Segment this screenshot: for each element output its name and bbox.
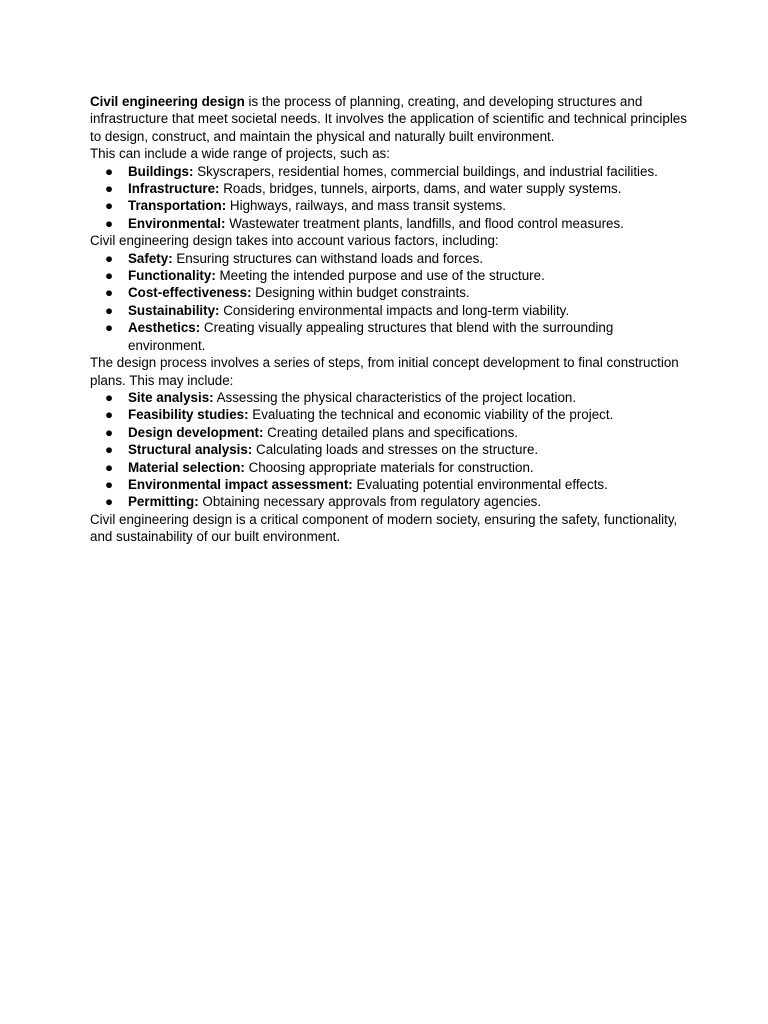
list-item-term: Safety: [128,250,173,266]
bullet-icon: ● [105,320,114,336]
list-item-term: Infrastructure: [128,181,220,197]
list-item-term: Material selection: [128,459,245,475]
list-item-term: Cost-effectiveness: [128,285,252,301]
list-item [90,476,690,493]
list-item-description: Assessing the physical characteristics of the project location. [213,389,577,405]
factors-lead: Civil engineering design takes into account various factors, including: [90,233,499,249]
list-item-term: Permitting: [128,494,199,510]
bullet-icon: ● [105,250,114,266]
process-lead: The design process involves a series of steps, from initial concept development to final construction plans. This may include: [90,355,679,388]
list-item-term: Sustainability: [128,302,220,318]
list-item [90,319,690,354]
list-item-description: Ensuring structures can withstand loads and forces. [172,250,484,266]
list-item-description: Evaluating potential environmental effects. [352,476,608,492]
intro-term: Civil engineering design [90,94,245,109]
list-item [90,197,690,214]
document-body [90,93,690,546]
conclusion-paragraph: Civil engineering design is a critical component of modern society, ensuring the safety, functionality, and sustainability of our built environment. [90,511,678,545]
bullet-icon: ● [105,285,114,301]
list-item [90,163,690,180]
bullet-icon: ● [105,407,114,423]
list-item-term: Feasibility studies: [128,407,249,423]
list-item-description: Creating detailed plans and specifications. [263,424,519,440]
list-item [90,250,690,267]
list-item [90,267,690,284]
bullet-icon: ● [105,163,114,179]
list-item-description: Choosing appropriate materials for construction. [244,459,534,475]
list-item [90,180,690,197]
list-item-description: Highways, railways, and mass transit systems. [226,198,507,214]
list-item-description: Evaluating the technical and economic viability of the project. [248,407,614,423]
list-item [90,493,690,510]
list-item-description: Obtaining necessary approvals from regulatory agencies. [198,494,542,510]
bullet-icon: ● [105,302,114,318]
bullet-icon: ● [105,389,114,405]
list-item-description: Skyscrapers, residential homes, commercial buildings, and industrial facilities. [193,163,658,179]
list-item-term: Transportation: [128,198,227,214]
list-item [90,302,690,319]
list-item [90,215,690,232]
list-item-description: Calculating loads and stresses on the structure. [252,442,539,458]
list-item [90,284,690,301]
bullet-icon: ● [105,459,114,475]
bullet-icon: ● [105,181,114,197]
process-list [90,389,690,511]
bullet-icon: ● [105,215,114,231]
bullet-icon: ● [105,424,114,440]
list-item-description: Meeting the intended purpose and use of the structure. [215,268,545,284]
list-item-description: Designing within budget constraints. [251,285,470,301]
projects-lead: This can include a wide range of projects, such as: [90,146,390,162]
list-item-description: Wastewater treatment plants, landfills, and flood control measures. [225,215,624,231]
factors-list [90,250,690,354]
list-item-description: Roads, bridges, tunnels, airports, dams, and water supply systems. [219,181,622,197]
bullet-icon: ● [105,198,114,214]
list-item [90,389,690,406]
list-item-term: Environmental impact assessment: [128,476,353,492]
bullet-icon: ● [105,476,114,492]
list-item [90,424,690,441]
bullet-icon: ● [105,442,114,458]
list-item-term: Environmental: [128,215,226,231]
list-item-term: Aesthetics: [128,320,201,336]
intro-text: is the process of planning, creating, and developing structures and infrastructure that meet societal needs. It involves the application of scientific and technical principles to design, construct, and maintain the physical and naturally built environment. [90,94,687,144]
list-item [90,406,690,423]
list-item-term: Site analysis: [128,389,214,405]
list-item-term: Functionality: [128,268,216,284]
bullet-icon: ● [105,494,114,510]
projects-list [90,163,690,233]
list-item-term: Buildings: [128,163,194,179]
bullet-icon: ● [105,268,114,284]
list-item-description: Creating visually appealing structures that blend with the surrounding environment. [128,320,614,353]
list-item [90,459,690,476]
list-item-description: Considering environmental impacts and long-term viability. [219,302,570,318]
list-item-term: Structural analysis: [128,442,253,458]
list-item-term: Design development: [128,424,264,440]
intro-paragraph [90,93,690,145]
list-item [90,441,690,458]
